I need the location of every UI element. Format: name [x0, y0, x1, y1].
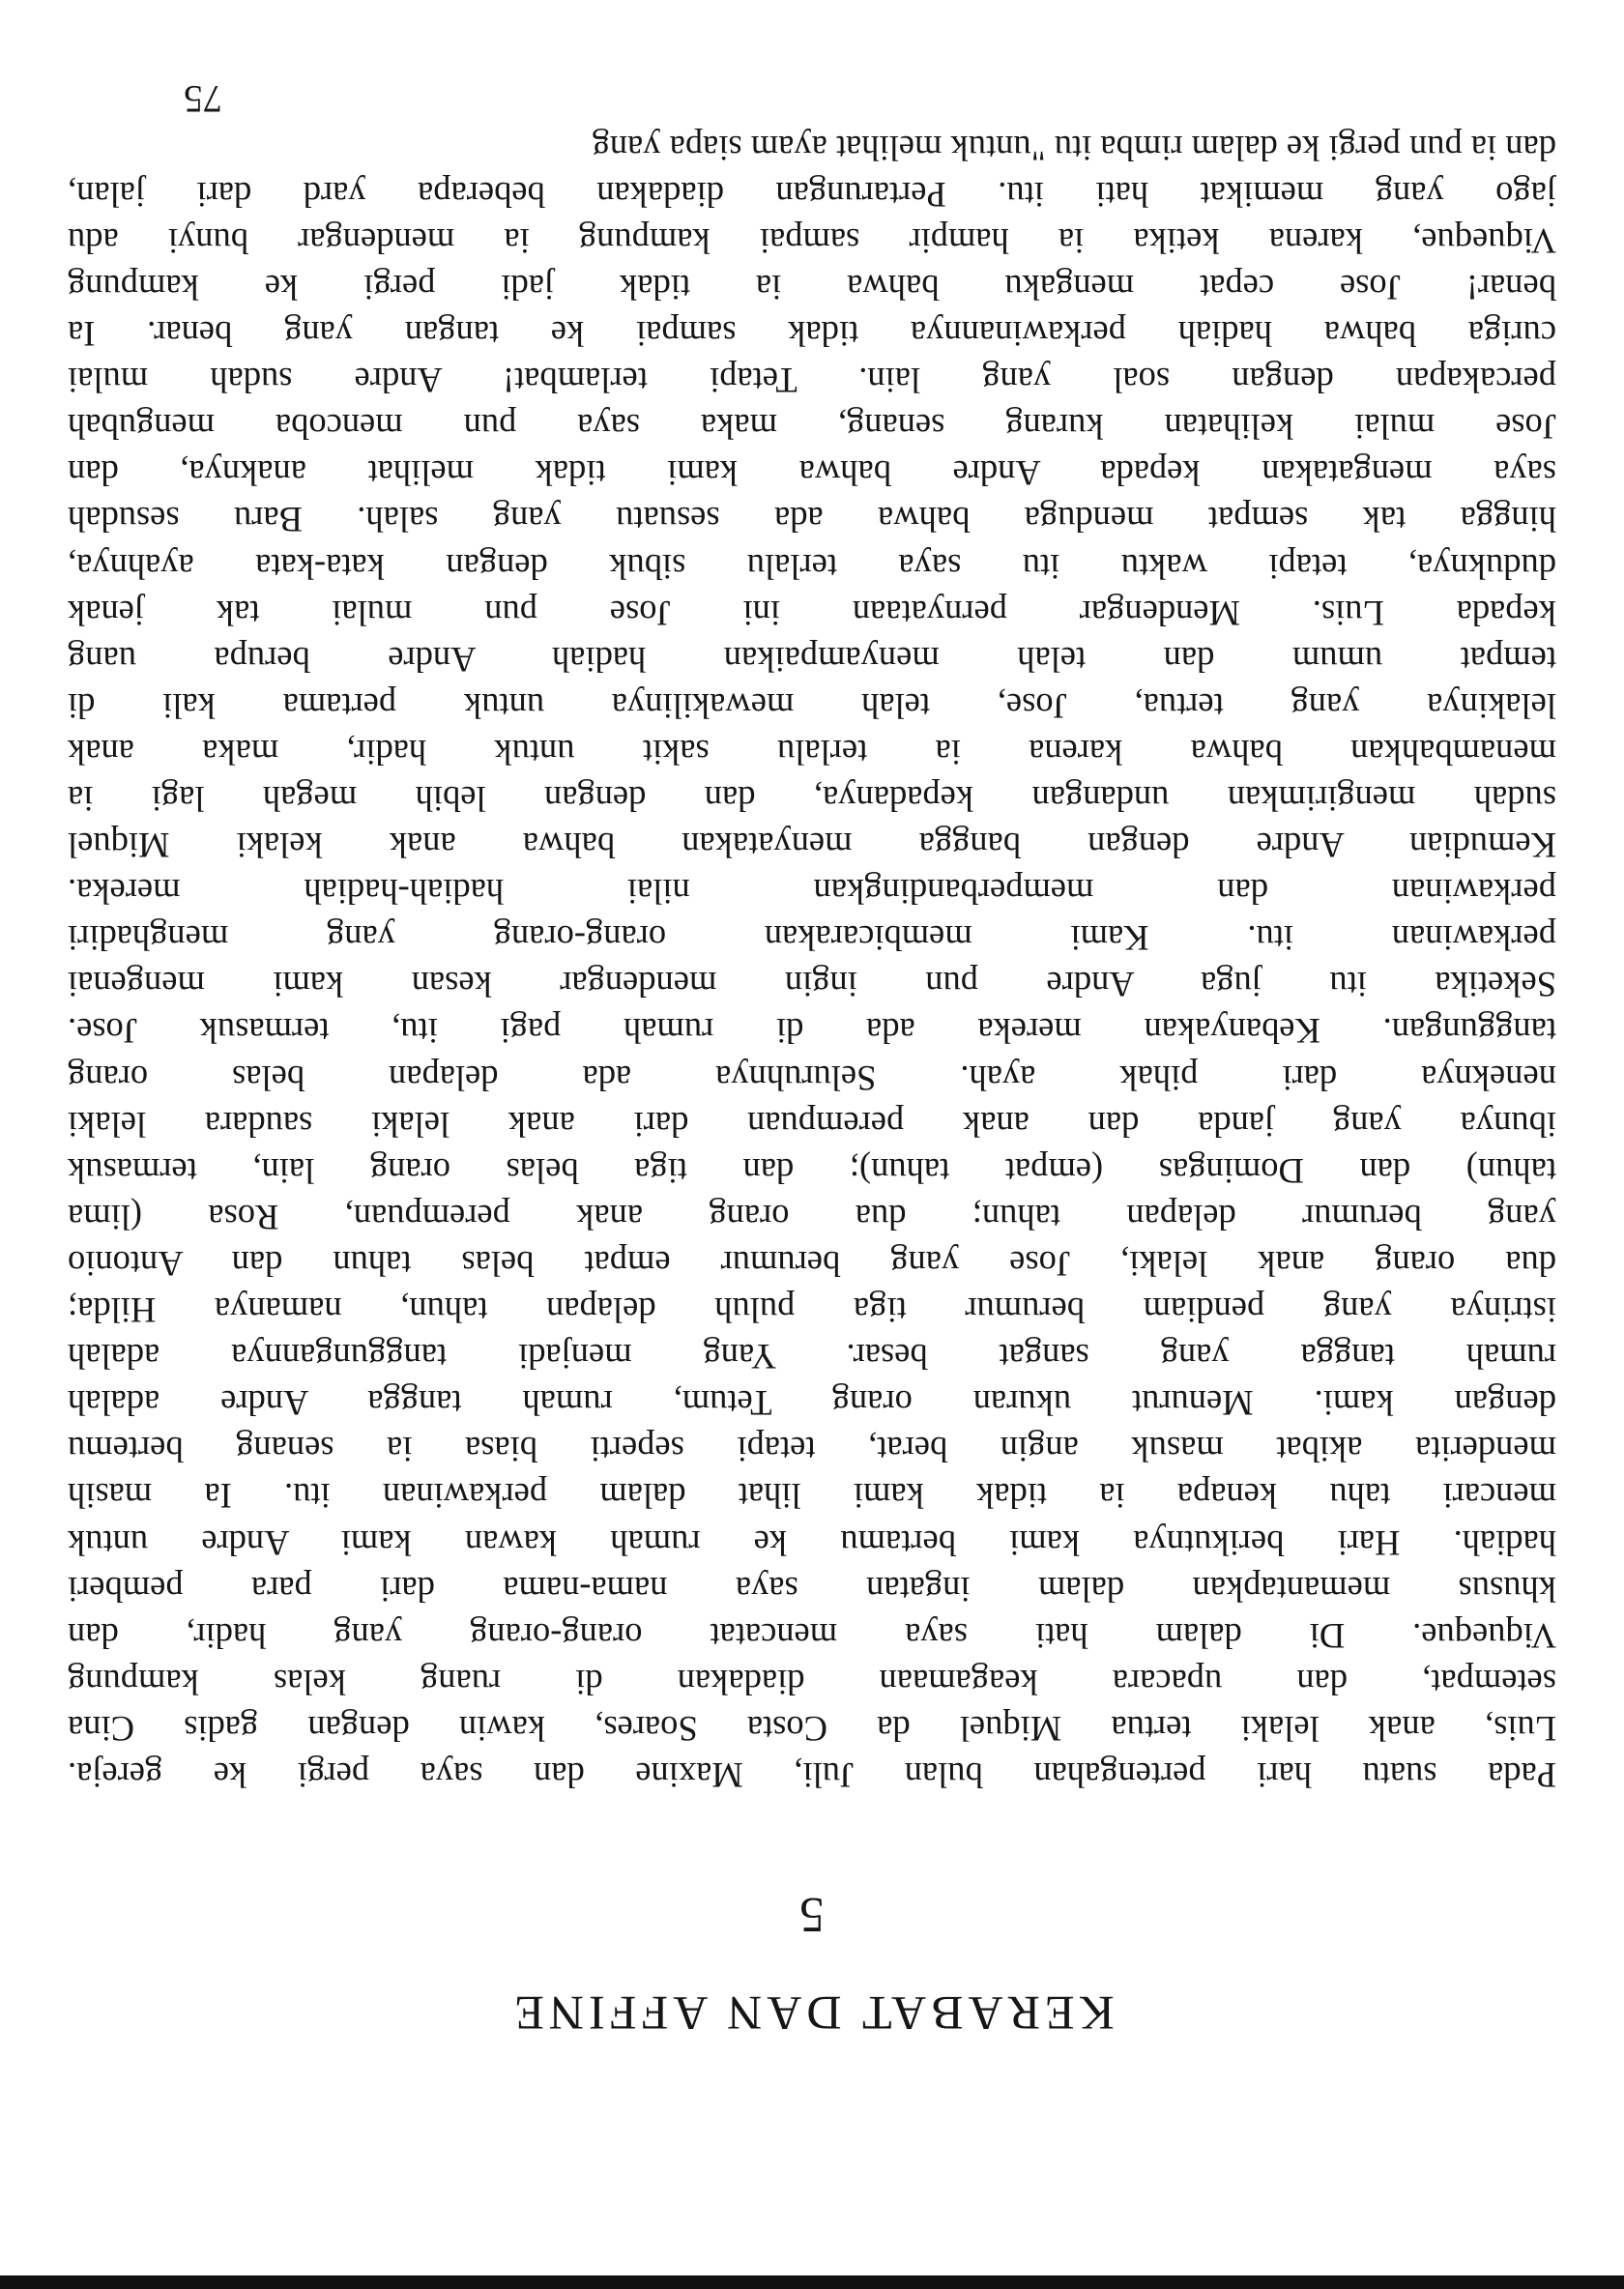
text-line: perkawinan itu. Kami membicarakan orang-orang yang menghadiri [68, 918, 1556, 959]
text-line: curiga bahwa hadiah perkawinannya tidak sampai ke tangan yang benar. Ia [68, 314, 1556, 355]
text-line: Seketika itu juga Andre pun ingin mendengar kesan kami mengenai [68, 965, 1556, 1005]
text-line: Viqueque. Di dalam hati saya mencatat orang-orang yang hadir, dan [68, 1615, 1556, 1656]
scan-edge-shadow [0, 2275, 1624, 2289]
text-line: hingga tak sempat menduga bahwa ada sesuatu yang salah. Baru sesudah [68, 500, 1556, 540]
text-line: mencari tahu kenapa ia tidak kami lihat dalam perkawinan itu. Ia masih [68, 1476, 1556, 1517]
text-line: dan ia pun pergi ke dalam rimba itu "untuk melihat ayam siapa yang [592, 128, 1556, 168]
text-line: khusus memantapkan dalam ingatan saya nama-nama dari para pemberi [68, 1569, 1556, 1609]
text-line: istrinya yang pendiam berumur tiga puluh delapan tahun, namanya Hilda; [68, 1290, 1556, 1331]
text-line: Jose mulai kelihatan kurang senang, maka saya pun mencoba mengubah [68, 407, 1556, 448]
text-line: Kemudian Andre dengan bangga menyatakan bahwa anak kelaki Miquel [68, 826, 1556, 866]
text-line: duduknya, tetapi waktu itu saya terlalu sibuk dengan kata-kata ayahnya, [68, 546, 1556, 587]
text-line: jago yang memikat hati itu. Pertarungan diadakan beberapa yard dari jalan, [68, 174, 1556, 215]
text-line: menambahkan bahwa karena ia terlalu sakit untuk hadir, maka anak [68, 732, 1556, 772]
text-line: lelakinya yang tertua, Jose, telah mewakilinya untuk pertama kali di [68, 685, 1556, 726]
text-line: saya mengatakan kepada Andre bahwa kami tidak melihat anaknya, dan [68, 453, 1556, 494]
text-line: Viqueque, karena ketika ia hampir sampai kampung ia mendengar bunyi adu [68, 220, 1556, 261]
text-line: Pada suatu hari pertengahan bulan Juli, Maxine dan saya pergi ke gereja. [68, 1755, 1556, 1795]
text-line: hadiah. Hari berikutnya kami bertamu ke rumah kawan kami Andre untuk [68, 1522, 1556, 1563]
chapter-title: KERABAT DAN AFFINE [509, 1986, 1115, 2041]
text-line: dua orang anak lelaki, Jose yang berumur empat belas tahun dan Antonio [68, 1243, 1556, 1284]
text-line: tahun) dan Domingas (empat tahun); dan tiga belas orang lain, termasuk [68, 1150, 1556, 1191]
text-line: percakapan dengan soal yang lain. Tetapi terlambat! Andre sudah mulai [68, 361, 1556, 401]
text-line: benar! Jose cepat mengaku bahwa ia tidak jadi pergi ke kampung [68, 268, 1556, 307]
page-number: 75 [184, 77, 222, 121]
text-line: rumah tangga yang sangat besar. Yang menjadi tanggungannya adalah [68, 1337, 1556, 1377]
text-line: tempat umum dan telah menyampaikan hadiah Andre berupa uang [68, 639, 1556, 680]
text-line: Luis, anak lelaki tertua Miquel da Costa Soares, kawin dengan gadis Cina [68, 1708, 1556, 1749]
text-line: neneknya dari pihak ayah. Seluruhnya ada delapan belas orang [68, 1058, 1556, 1098]
chapter-number: 5 [799, 1887, 825, 1942]
text-line: tanggungan. Kebanyakan mereka ada di rumah pagi itu, termasuk Jose. [68, 1011, 1556, 1052]
text-line: setempat, dan upacara keagamaan diadakan di ruang kelas kampung [68, 1662, 1556, 1702]
text-line: yang berumur delapan tahun; dua orang anak perempuan, Rosa (lima [68, 1197, 1556, 1237]
body-text [68, 125, 1556, 1798]
text-line: sudah mengirimkan undangan kepadanya, dan dengan lebih megah lagi ia [68, 779, 1556, 820]
text-line: dengan kami. Menurut ukuran orang Tetum, rumah tangga Andre adalah [68, 1383, 1556, 1424]
text-line: menderita akibat masuk angin berat, tetapi seperti biasa ia senang bertemu [68, 1430, 1556, 1470]
text-line: ibunya yang janda dan anak perempuan dari anak lelaki saudara lelaki [68, 1104, 1556, 1144]
text-line: perkawinan dan memperbandingkan nilai hadiah-hadiah mereka. [68, 872, 1556, 913]
text-line: kepada Luis. Mendengar pernyataan ini Jose pun mulai tak jenak [68, 593, 1556, 633]
